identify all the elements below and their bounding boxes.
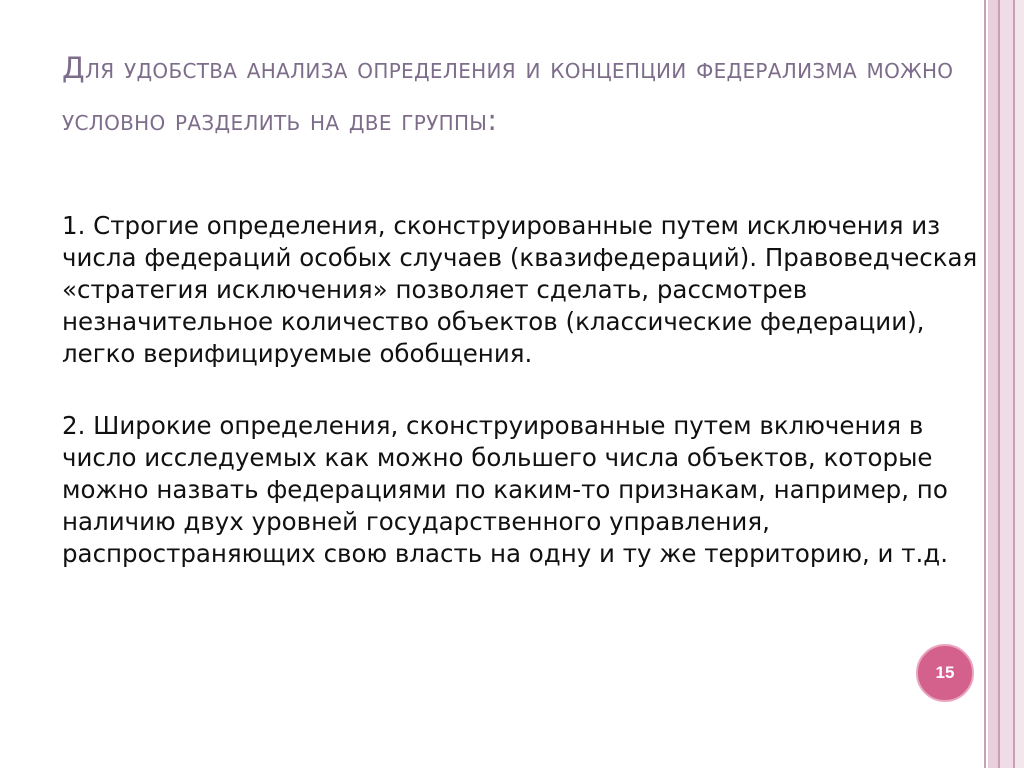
- page-number: 15: [935, 663, 955, 682]
- decorative-stripe: [988, 0, 998, 768]
- decorative-stripe: [1015, 0, 1024, 768]
- paragraph-strict-definitions: 1. Строгие определения, сконструированные путем исключения из числа федераций особых случаев (квазифедераций). Правоведческая «стратегия исключения» позволяет сделать, рассмотрев незначительное количество объектов (классические федерации), легко верифицируемые обобщения.: [62, 211, 978, 368]
- slide-body: [62, 210, 982, 570]
- decorative-stripe: [984, 0, 986, 768]
- decorative-stripe: [1000, 0, 1013, 768]
- slide-title: Для удобства анализа определения и концепции федерализма можно условно разделить на две группы:: [62, 51, 954, 137]
- page-number-badge: [916, 644, 974, 702]
- paragraph-broad-definitions: 2. Широкие определения, сконструированные путем включения в число исследуемых как можно большего числа объектов, которые можно назвать федерациями по каким-то признакам, например, по наличию двух уровней государственного управления, распространяющих свою власть на одну и ту же территорию, и т.д.: [62, 411, 949, 568]
